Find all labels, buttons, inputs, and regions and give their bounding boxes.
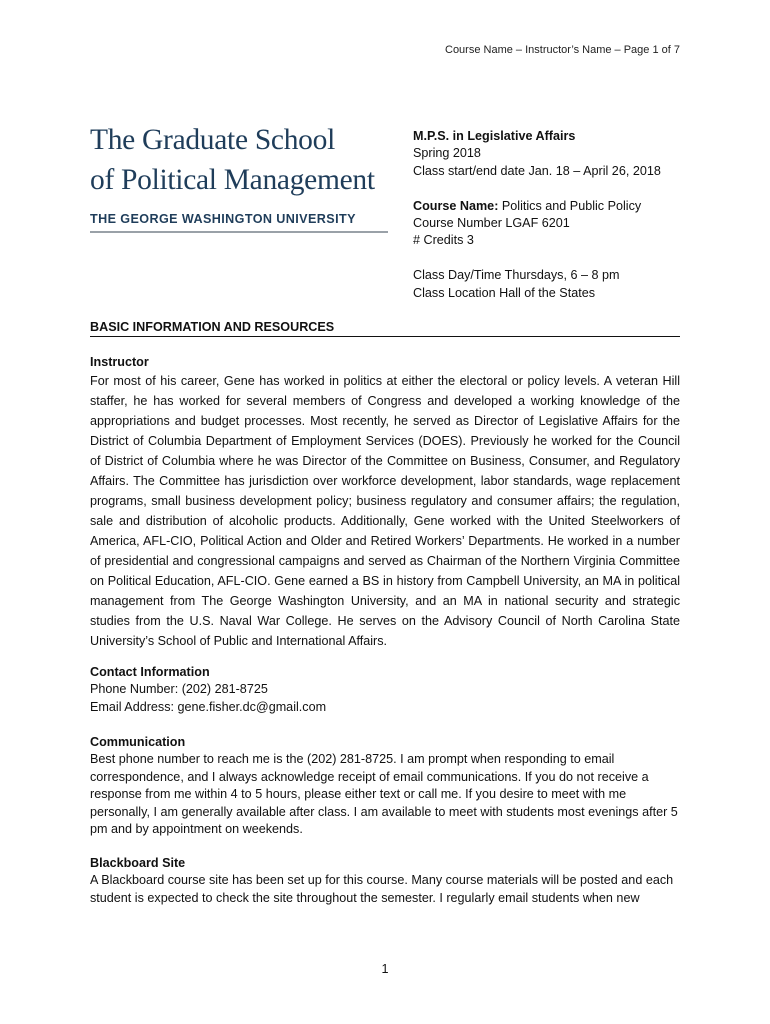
instructor-section bbox=[90, 354, 680, 651]
logo-rule bbox=[90, 231, 388, 233]
communication-section bbox=[90, 734, 680, 838]
class-dates: Class start/end date Jan. 18 – April 26, 2018 bbox=[413, 163, 661, 178]
page-number: 1 bbox=[381, 962, 389, 976]
section-heading-basic-info: BASIC INFORMATION AND RESOURCES bbox=[90, 320, 680, 337]
communication-heading: Communication bbox=[90, 735, 186, 749]
logo-university: THE GEORGE WASHINGTON UNIVERSITY bbox=[90, 212, 356, 226]
communication-body: Best phone number to reach me is the (202) 281-8725. I am prompt when responding to email correspondence, and I always acknowledge receipt of email communications. If you do not receive a response from me within 4 to 5 hours, please either text or call me. If you desire to meet with me personally, I am generally available after class. I am available to meet with students most evenings after 5 pm and by appointment on weekends. bbox=[90, 752, 678, 837]
blackboard-body: A Blackboard course site has been set up for this course. Many course materials will be posted and each student is expected to check the site throughout the semester. I regularly email students when new bbox=[90, 873, 674, 905]
course-name-value: Politics and Public Policy bbox=[498, 198, 642, 213]
blackboard-section bbox=[90, 855, 680, 907]
blackboard-heading: Blackboard Site bbox=[90, 856, 186, 870]
contact-section bbox=[90, 664, 680, 716]
logo-line-2: of Political Management bbox=[90, 164, 375, 196]
course-info bbox=[413, 128, 683, 302]
credits: # Credits 3 bbox=[413, 233, 474, 248]
contact-email: Email Address: gene.fisher.dc@gmail.com bbox=[90, 699, 327, 714]
running-header: Course Name – Instructor’s Name – Page 1 of 7 bbox=[445, 44, 680, 56]
term: Spring 2018 bbox=[413, 146, 481, 161]
contact-phone: Phone Number: (202) 281-8725 bbox=[90, 682, 268, 697]
instructor-heading: Instructor bbox=[90, 355, 149, 369]
class-day-time: Class Day/Time Thursdays, 6 – 8 pm bbox=[413, 268, 620, 283]
instructor-bio: For most of his career, Gene has worked in politics at either the electoral or policy levels. A veteran Hill staffer, he has worked for several members of Congress and developed a working knowledge of the appropriations and budget processes. Most recently, he served as Director of Legislative Affairs for the District of Columbia Department of Employment Services (DOES). Previously he worked for the Council of District of Columbia where he was Director of the Committee on Business, Consumer, and Regulatory Affairs. The Committee has jurisdiction over workforce development, labor standards, wage replacement programs, small business development policy; business regulatory and consumer affairs; the regulation, sale and distribution of alcoholic products. Additionally, Gene worked with the United Steelworkers of America, AFL-CIO, Political Action and Older and Retired Workers’ Departments. He worked in a number of presidential and congressional campaigns and served as Chairman of the Northern Virginia Committee on Political Education, AFL-CIO. Gene earned a BS in history from Campbell University, an MA in political management from The George Washington University, and an MA in national security and strategic studies from the U.S. Naval War College. He serves on the Advisory Council of North Carolina State University’s School of Public and International Affairs. bbox=[90, 374, 680, 649]
class-location: Class Location Hall of the States bbox=[413, 285, 596, 300]
course-name-label: Course Name: bbox=[413, 198, 499, 213]
program-name: M.P.S. in Legislative Affairs bbox=[413, 129, 576, 143]
contact-heading: Contact Information bbox=[90, 665, 210, 679]
school-logo bbox=[90, 120, 388, 233]
course-name bbox=[413, 198, 683, 215]
logo-line-1: The Graduate School bbox=[90, 124, 335, 156]
course-number: Course Number LGAF 6201 bbox=[413, 216, 570, 231]
